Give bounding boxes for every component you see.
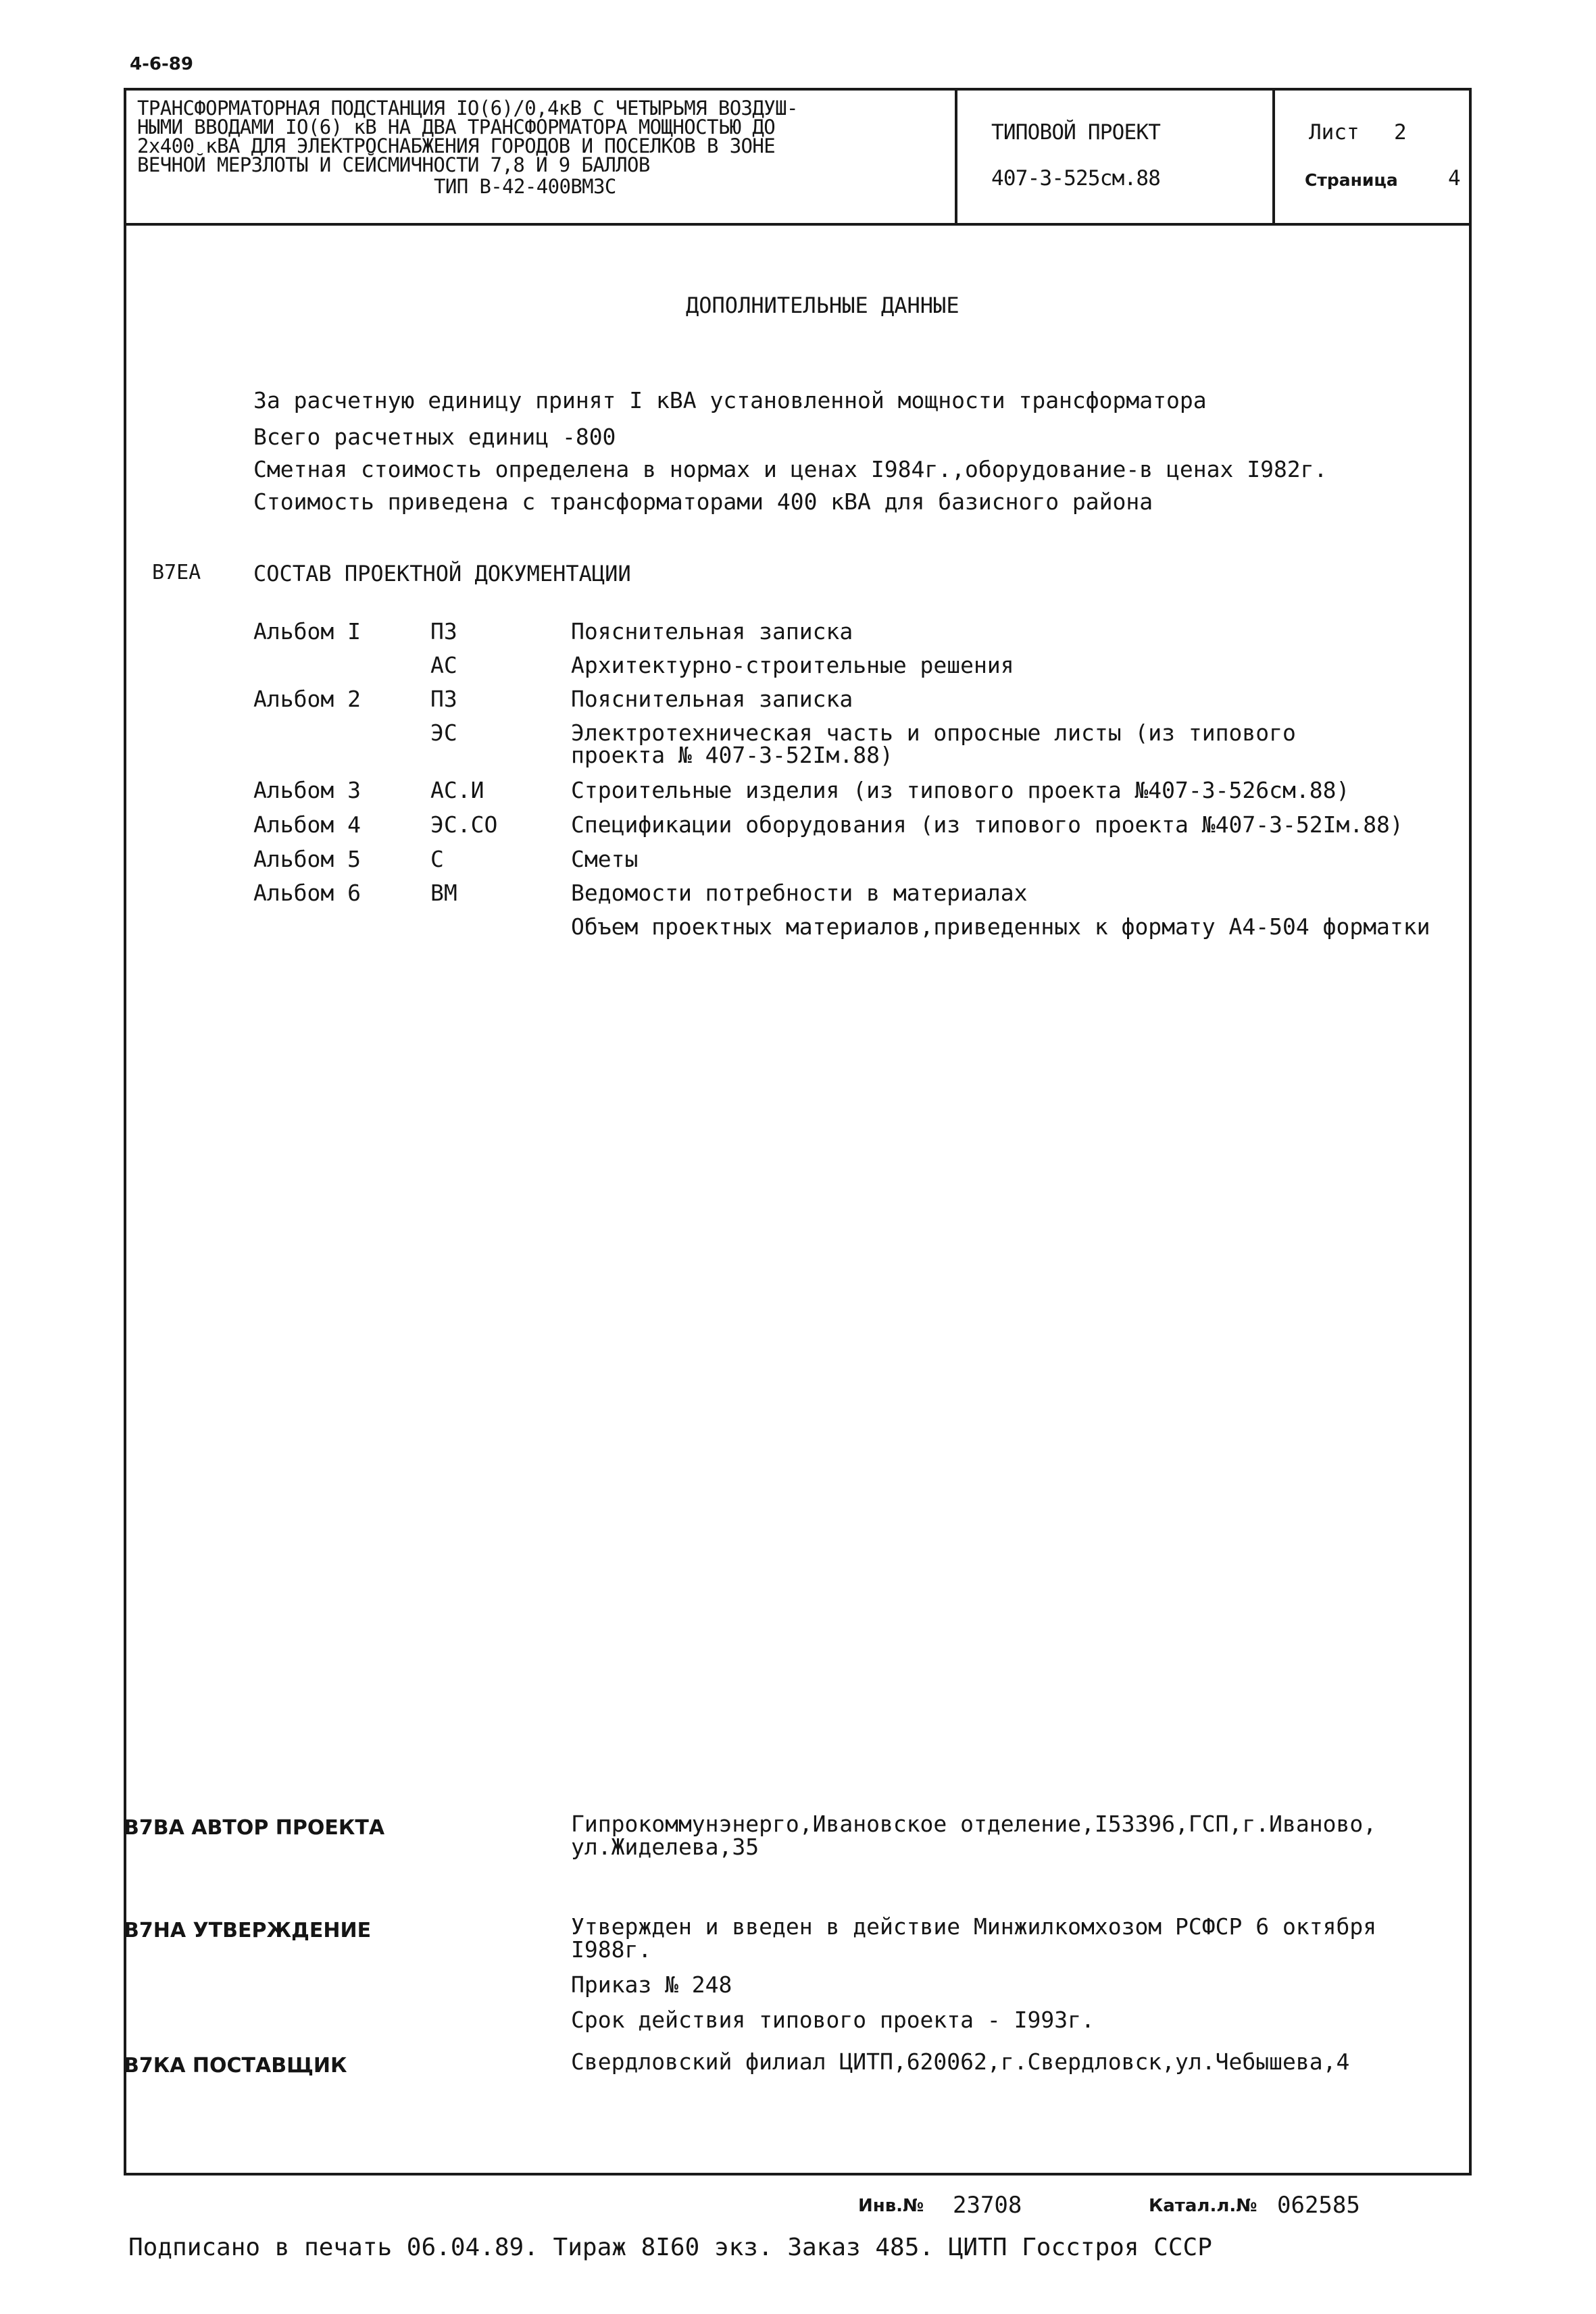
- doc-mark-5: АС.И: [430, 777, 484, 803]
- supplier-line: Свердловский филиал ЦИТП,620062,г.Свердловск,ул.Чебышева,4: [571, 2048, 1350, 2075]
- doc-desc-2: Архитектурно-строительные решения: [571, 652, 1014, 678]
- album-label-6: Альбом 6: [253, 880, 361, 906]
- doc-desc-4-cont: проекта № 407-3-52Iм.88): [571, 742, 893, 768]
- catalog-label: Катал.л.№: [1149, 2196, 1257, 2216]
- title-line-1: ТРАНСФОРМАТОРНАЯ ПОДСТАНЦИЯ IO(6)/0,4кВ С ЧЕТЫРЬМЯ ВОЗДУШ-: [137, 97, 798, 120]
- title-line-3: 2х400 кВА ДЛЯ ЭЛЕКТРОСНАБЖЕНИЯ ГОРОДОВ И ПОСЕЛКОВ В ЗОНЕ: [137, 134, 776, 157]
- intro-line-2: Всего расчетных единиц -800: [253, 424, 616, 450]
- album-label-4: Альбом 4: [253, 811, 361, 838]
- catalog-number: 062585: [1277, 2192, 1360, 2219]
- title-line-4: ВЕЧНОЙ МЕРЗЛОТЫ И СЕЙСМИЧНОСТИ 7,8 И 9 БАЛЛОВ: [137, 153, 650, 176]
- volume-note: Объем проектных материалов,приведенных к формату А4-504 форматки: [571, 913, 1430, 940]
- project-cell: [957, 91, 1275, 223]
- page-heading: ДОПОЛНИТЕЛЬНЫЕ ДАННЫЕ: [686, 293, 959, 318]
- album-label-1: Альбом I: [253, 618, 361, 645]
- sheet-value: 2: [1394, 120, 1407, 145]
- intro-line-1: За расчетную единицу принят I кВА установленной мощности трансформатора: [253, 387, 1207, 413]
- doc-desc-1: Пояснительная записка: [571, 618, 853, 645]
- doc-desc-6: Спецификации оборудования (из типового проекта №407-3-52Iм.88): [571, 811, 1403, 838]
- approval-line-1: Утвержден и введен в действие Минжилкомхозом РСФСР 6 октября: [571, 1913, 1377, 1940]
- doc-desc-4: Электротехническая часть и опросные листы (из типового: [571, 720, 1296, 746]
- intro-line-4: Стоимость приведена с трансформаторами 400 кВА для базисного района: [253, 488, 1153, 515]
- intro-line-3: Сметная стоимость определена в нормах и ценах I984г.,оборудование-в ценах I982г.: [253, 456, 1328, 482]
- composition-code: В7ЕА: [152, 561, 201, 584]
- page-label: Страница: [1305, 170, 1398, 190]
- doc-desc-7: Сметы: [571, 846, 639, 872]
- doc-mark-4: ЭС: [430, 720, 457, 746]
- type-line: ТИП В-42-400ВМЗС: [434, 175, 616, 198]
- album-label-5: Альбом 5: [253, 846, 361, 872]
- page-value: 4: [1448, 166, 1461, 191]
- print-footer: Подписано в печать 06.04.89. Тираж 8I60 экз. Заказ 485. ЦИТП Госстроя СССР: [128, 2234, 1212, 2261]
- approval-label: В7НА УТВЕРЖДЕНИЕ: [124, 1919, 372, 1942]
- project-number: 407-3-525см.88: [991, 166, 1161, 191]
- author-label: В7ВА АВТОР ПРОЕКТА: [124, 1816, 385, 1840]
- album-label-3: Альбом 3: [253, 777, 361, 803]
- album-label-2: Альбом 2: [253, 686, 361, 712]
- title-block: [126, 91, 1469, 226]
- sheet-cell: [1275, 91, 1471, 223]
- title-cell: [126, 91, 957, 223]
- inventory-label: Инв.№: [858, 2196, 924, 2216]
- doc-mark-2: АС: [430, 652, 457, 678]
- doc-mark-3: ПЗ: [430, 686, 457, 712]
- validity-term: Срок действия типового проекта - I993г.: [571, 2007, 1095, 2033]
- inventory-number: 23708: [953, 2192, 1022, 2219]
- sheet-label: Лист: [1309, 120, 1360, 145]
- doc-mark-8: ВМ: [430, 880, 457, 906]
- doc-mark-1: ПЗ: [430, 618, 457, 645]
- author-line-1: Гипрокоммунэнерго,Ивановское отделение,I53396,ГСП,г.Иваново,: [571, 1811, 1377, 1837]
- title-line-2: НЫМИ ВВОДАМИ IO(6) кВ НА ДВА ТРАНСФОРМАТОРА МОЩНОСТЬЮ ДО: [137, 116, 776, 139]
- order-number: Приказ № 248: [571, 1971, 732, 1998]
- doc-desc-3: Пояснительная записка: [571, 686, 853, 712]
- doc-mark-6: ЭС.СО: [430, 811, 498, 838]
- composition-title: СОСТАВ ПРОЕКТНОЙ ДОКУМЕНТАЦИИ: [253, 561, 631, 586]
- doc-desc-5: Строительные изделия (из типового проекта №407-3-526см.88): [571, 777, 1350, 803]
- approval-line-2: I988г.: [571, 1936, 652, 1963]
- document-code: 4-6-89: [130, 54, 193, 74]
- doc-desc-8: Ведомости потребности в материалах: [571, 880, 1028, 906]
- project-label: ТИПОВОЙ ПРОЕКТ: [991, 120, 1161, 145]
- doc-mark-7: С: [430, 846, 444, 872]
- author-line-2: ул.Жиделева,35: [571, 1834, 759, 1860]
- supplier-label: В7КА ПОСТАВЩИК: [124, 2054, 347, 2078]
